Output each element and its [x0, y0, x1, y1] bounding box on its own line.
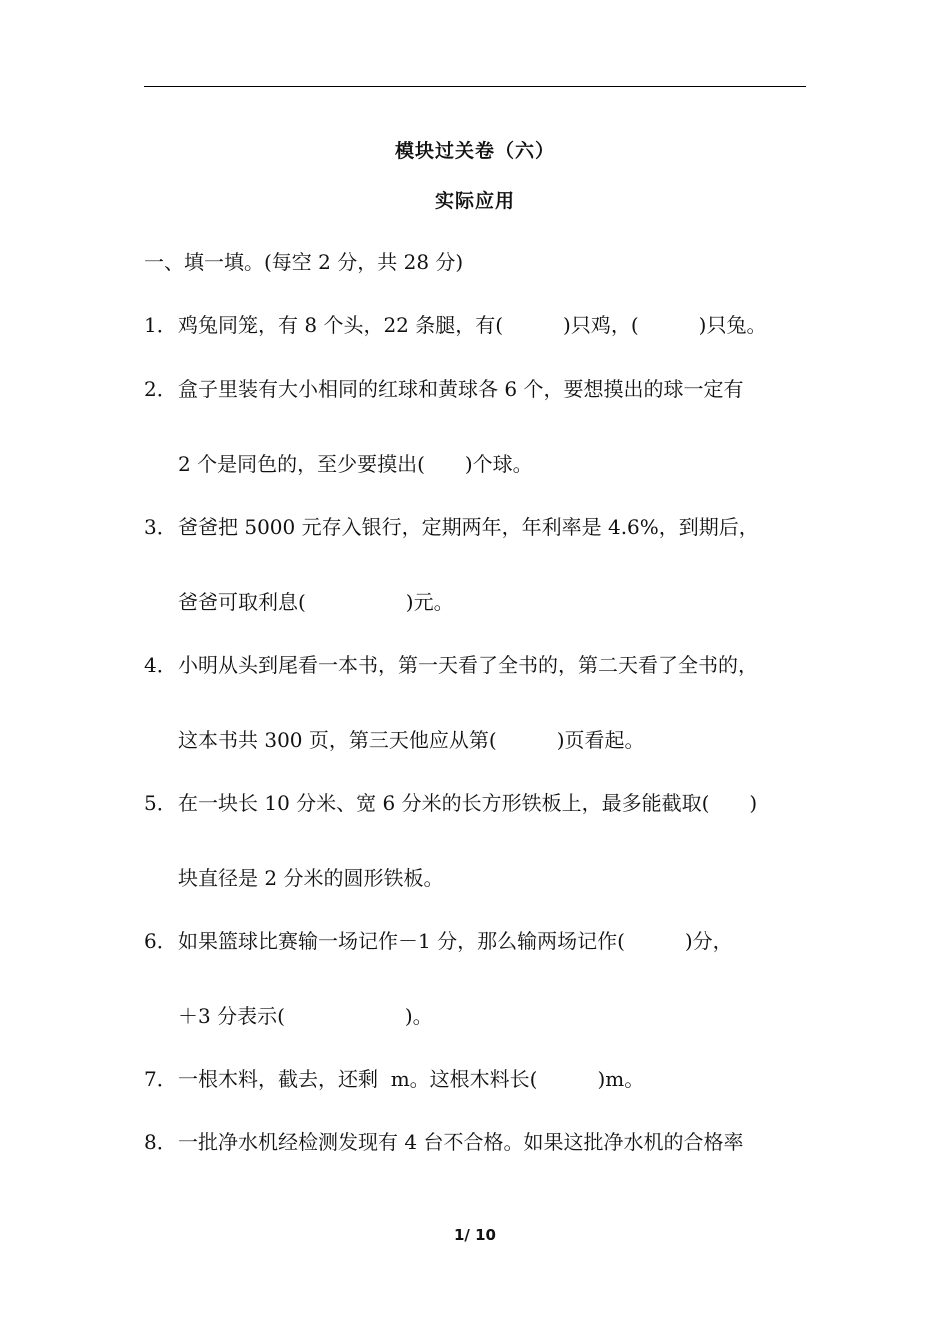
- question-2-number: 2．: [144, 377, 177, 401]
- question-5-line-2: 块直径是 2 分米的圆形铁板。: [178, 866, 444, 890]
- page-subtitle: 实际应用: [434, 190, 515, 212]
- question-3-line-2: 爸爸可取利息( )元。: [178, 590, 454, 614]
- question-6-number: 6．: [144, 929, 177, 953]
- question-2-line-2: 2 个是同色的，至少要摸出( )个球。: [178, 452, 533, 476]
- question-1-number: 1．: [144, 313, 177, 337]
- page-indicator: 1/ 10: [453, 1226, 496, 1244]
- question-6-line-2: ＋3 分表示( )。: [178, 1004, 433, 1028]
- section-heading: 一、填一填。(每空 2 分，共 28 分): [144, 250, 464, 274]
- question-5-number: 5．: [144, 791, 177, 815]
- question-4-line-1: 小明从头到尾看一本书，第一天看了全书的，第二天看了全书的，: [178, 653, 758, 677]
- question-7-line-1: 一根木料，截去，还剩 m。这根木料长( )m。: [178, 1067, 645, 1091]
- question-1-line-1: 鸡兔同笼，有 8 个头，22 条腿，有( )只鸡，( )只兔。: [178, 313, 767, 337]
- question-3-number: 3．: [144, 515, 177, 539]
- question-5-line-1: 在一块长 10 分米、宽 6 分米的长方形铁板上，最多能截取( ): [178, 791, 758, 815]
- question-4-line-2: 这本书共 300 页，第三天他应从第( )页看起。: [178, 728, 645, 752]
- header-rule: [144, 86, 806, 87]
- question-6-line-1: 如果篮球比赛输一场记作－1 分，那么输两场记作( )分，: [178, 929, 733, 953]
- page-title: 模块过关卷（六）: [394, 140, 555, 162]
- question-2-line-1: 盒子里装有大小相同的红球和黄球各 6 个，要想摸出的球一定有: [178, 377, 744, 401]
- question-4-number: 4．: [144, 653, 177, 677]
- question-8-line-1: 一批净水机经检测发现有 4 台不合格。如果这批净水机的合格率: [178, 1130, 744, 1154]
- question-3-line-1: 爸爸把 5000 元存入银行，定期两年，年利率是 4.6%，到期后，: [178, 515, 759, 539]
- question-8-number: 8．: [144, 1130, 177, 1154]
- question-7-number: 7．: [144, 1067, 177, 1091]
